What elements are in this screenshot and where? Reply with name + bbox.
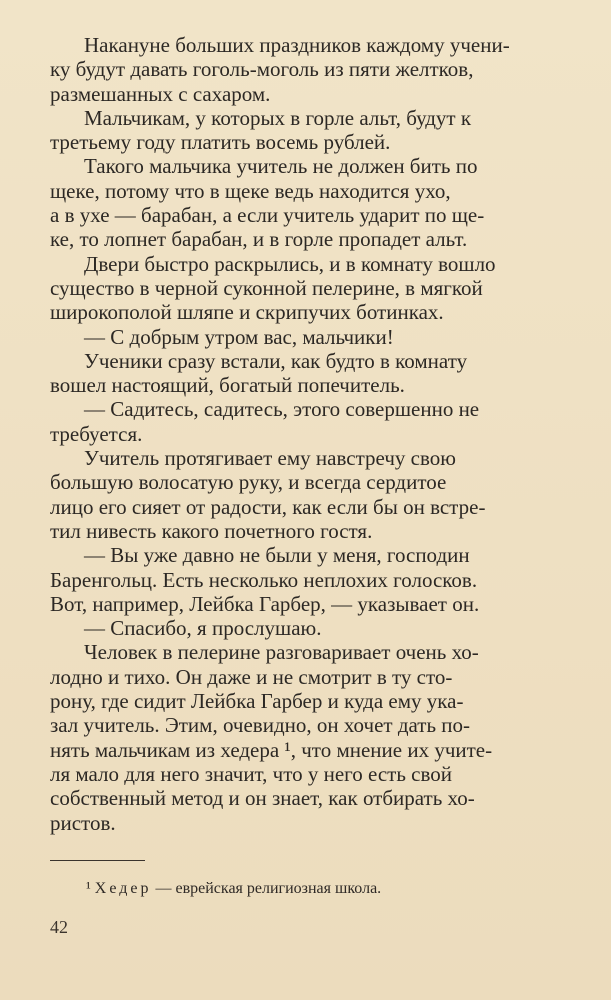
footnote-divider: [50, 860, 145, 861]
paragraph-1: Накануне больших праздников каждому учени- ку будут давать гоголь-моголь из пяти желтков, размешанных с сахаром.: [50, 33, 510, 106]
footnote-text: — еврейская религиозная школа.: [155, 880, 382, 897]
paragraph-9: — Вы уже давно не были у меня, господин Баренгольц. Есть несколько неплохих голосков. Вот, например, Лейбка Гарбер, — указывает он.: [50, 543, 480, 616]
main-text: [50, 33, 596, 835]
paragraph-6: Ученики сразу встали, как будто в комнату вошел настоящий, богатый попечитель.: [50, 348, 468, 398]
paragraph-3: Такого мальчика учитель не должен бить по щеке, потому что в щеке ведь находится ухо, а в ухе — барабан, а если учитель ударит по ще- ке, то лопнет барабан, и в горле пропадет альт.: [50, 154, 485, 252]
paragraph-8: Учитель протягивает ему навстречу свою большую волосатую руку, и всегда сердитое лицо его сияет от радости, как если бы он встре- тил нивесть какого почетного гостя.: [50, 446, 486, 543]
paragraph-5: — С добрым утром вас, мальчики!: [84, 324, 394, 349]
paragraph-4: Двери быстро раскрылись, и в комнату вошло существо в черной суконной пелерине, в мягкой широкополой шляпе и скрипучих ботинках.: [50, 251, 496, 325]
page-number: 42: [50, 917, 68, 937]
footnote: [86, 879, 566, 899]
paragraph-7: — Садитесь, садитесь, этого совершенно не требуется.: [50, 397, 480, 446]
paragraph-10: — Спасибо, я прослушаю.: [84, 616, 322, 641]
footnote-term: Хедер: [94, 880, 152, 897]
footnote-marker: ¹: [86, 880, 91, 897]
paragraph-11: Человек в пелерине разговаривает очень хо- лодно и тихо. Он даже и не смотрит в ту сто- рону, где сидит Лейбка Гарбер и куда ему ука- зал учитель. Этим, очевидно, он хочет дать по- нять мальчикам из хедера ¹, что мнение их учите- ля мало для него значит, что у него есть свой собственный метод и он знает, как отбирать хо- ристов.: [50, 640, 493, 835]
paragraph-2: Мальчикам, у которых в горле альт, будут к третьему году платить восемь рублей.: [50, 105, 472, 155]
